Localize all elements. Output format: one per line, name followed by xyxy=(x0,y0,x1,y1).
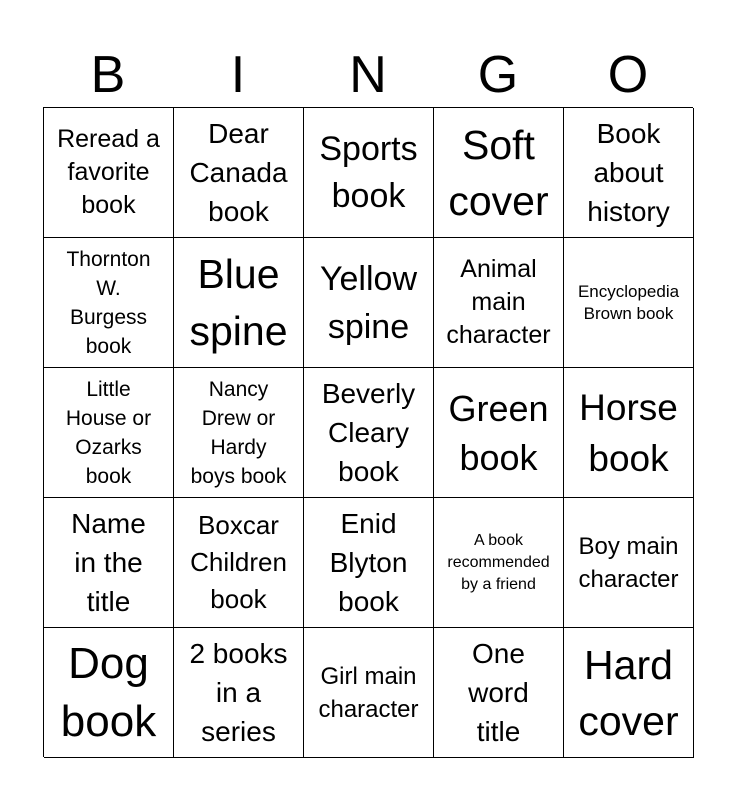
header-letter-n: N xyxy=(349,46,387,104)
cell-label: Yellow spine xyxy=(319,259,418,346)
bingo-cell[interactable] xyxy=(564,108,694,238)
cell-label: 2 books in a series xyxy=(189,638,288,747)
cell-label: One word title xyxy=(468,638,529,747)
bingo-cell[interactable] xyxy=(174,628,304,758)
cell-label: Hard cover xyxy=(578,641,679,744)
cell-label: Nancy Drew or Hardy boys book xyxy=(190,377,287,488)
cell-label: Green book xyxy=(448,387,549,478)
bingo-cell[interactable] xyxy=(44,628,174,758)
bingo-header xyxy=(43,42,693,108)
header-letter-g: G xyxy=(477,46,519,104)
bingo-cell[interactable] xyxy=(44,368,174,498)
cell-label: Little House or Ozarks book xyxy=(65,377,152,488)
bingo-cell[interactable] xyxy=(304,498,434,628)
bingo-cell[interactable] xyxy=(174,238,304,368)
cell-label: Boy main character xyxy=(578,532,679,593)
header-letter-o: O xyxy=(607,46,649,104)
bingo-cell[interactable] xyxy=(174,498,304,628)
cell-label: Soft cover xyxy=(448,121,549,224)
cell-label: Blue spine xyxy=(189,250,288,354)
cell-label: Dog book xyxy=(60,638,157,746)
bingo-cell[interactable] xyxy=(304,238,434,368)
bingo-cell[interactable] xyxy=(434,108,564,238)
header-letter-b: B xyxy=(90,46,126,104)
bingo-cell[interactable] xyxy=(564,628,694,758)
cell-label: A book recommended by a friend xyxy=(447,531,550,593)
bingo-cell[interactable] xyxy=(434,498,564,628)
cell-label: Horse book xyxy=(579,386,678,479)
cell-label: Sports book xyxy=(319,129,418,215)
cell-label: Thornton W. Burgess book xyxy=(66,247,151,358)
bingo-cell[interactable] xyxy=(174,108,304,238)
bingo-cell[interactable] xyxy=(174,368,304,498)
cell-label: Name in the title xyxy=(71,508,146,617)
bingo-cell[interactable] xyxy=(434,368,564,498)
header-letter-i: I xyxy=(230,46,246,104)
cell-label: Book about history xyxy=(587,118,670,227)
bingo-cell[interactable] xyxy=(304,368,434,498)
cell-label: Reread a favorite book xyxy=(57,125,160,219)
bingo-cell[interactable] xyxy=(434,628,564,758)
bingo-cell[interactable] xyxy=(44,108,174,238)
bingo-cell[interactable] xyxy=(44,498,174,628)
cell-label: Boxcar Children book xyxy=(190,510,287,614)
cell-label: Dear Canada book xyxy=(189,118,288,227)
cell-label: Girl main character xyxy=(318,662,419,723)
bingo-grid xyxy=(43,107,693,757)
cell-label: Encyclopedia Brown book xyxy=(577,281,680,323)
bingo-cell[interactable] xyxy=(564,238,694,368)
bingo-cell[interactable] xyxy=(44,238,174,368)
cell-label: Animal main character xyxy=(446,255,551,349)
bingo-cell[interactable] xyxy=(564,368,694,498)
bingo-cell[interactable] xyxy=(304,628,434,758)
cell-label: Beverly Cleary book xyxy=(321,378,416,487)
bingo-cell[interactable] xyxy=(564,498,694,628)
cell-label: Enid Blyton book xyxy=(329,508,408,617)
bingo-cell[interactable] xyxy=(304,108,434,238)
bingo-cell[interactable] xyxy=(434,238,564,368)
